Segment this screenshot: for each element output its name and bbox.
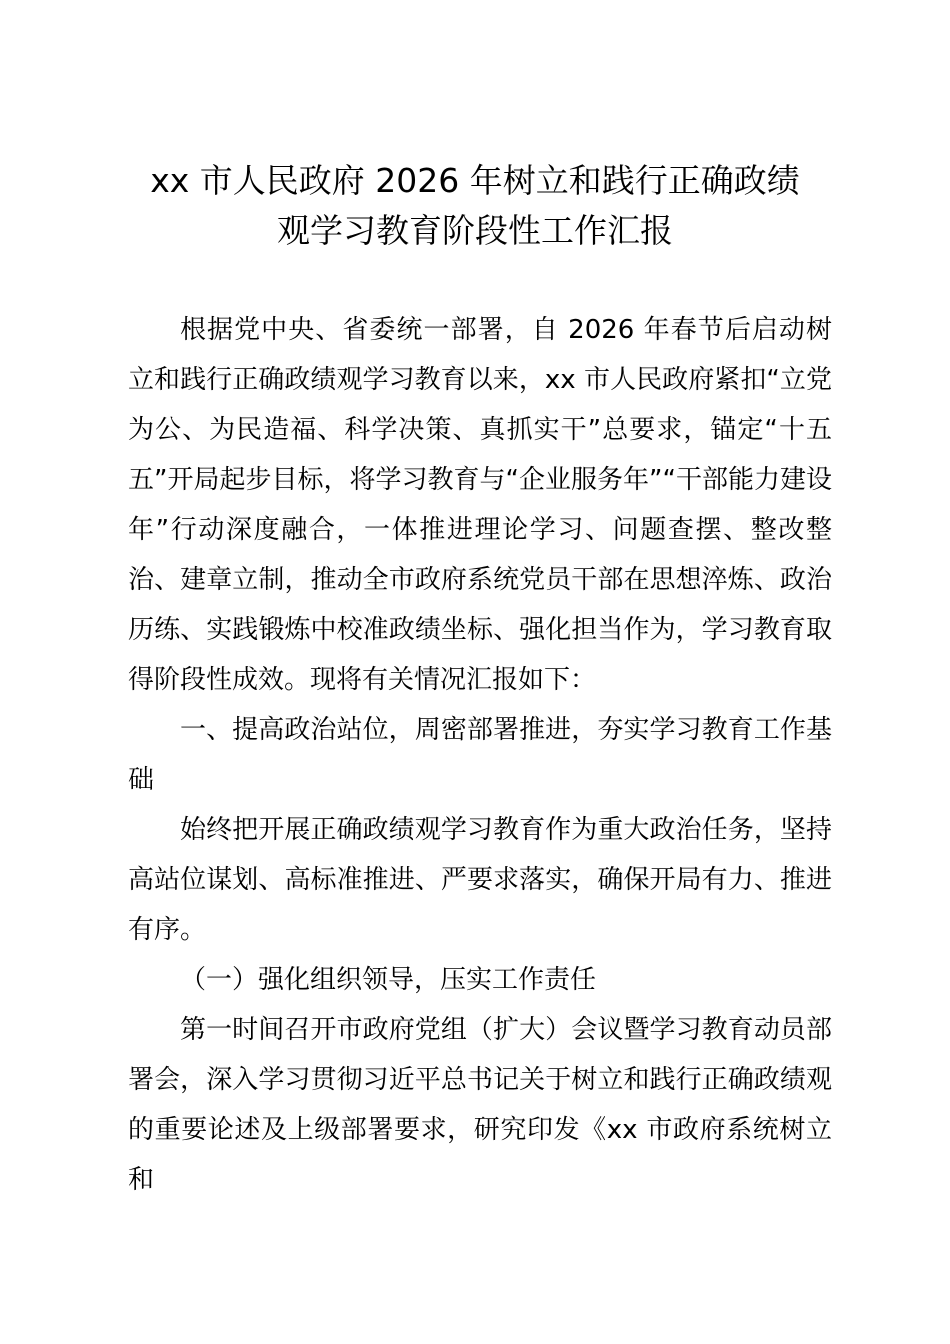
document-title	[100, 156, 850, 256]
intro-paragraph: 根据党中央、省委统一部署，自 2026 年春节后启动树立和践行正确政绩观学习教育以来，xx 市人民政府紧扣“立党为公、为民造福、科学决策、真抓实干”总要求，锚定“十五五”开局起步目标，将学习教育与“企业服务年”“干部能力建设年”行动深度融合，一体推进理论学习、问题查摆、整改整治、建章立制，推动全市政府系统党员干部在思想淬炼、政治历练、实践锻炼中校准政绩坐标、强化担当作为，学习教育取得阶段性成效。现将有关情况汇报如下：	[128, 315, 832, 695]
section-1-heading: 一、提高政治站位，周密部署推进，夯实学习教育工作基础	[128, 715, 832, 795]
document-body	[128, 305, 832, 1205]
subsection-1-paragraph: 第一时间召开市政府党组（扩大）会议暨学习教育动员部署会，深入学习贯彻习近平总书记关于树立和践行正确政绩观的重要论述及上级部署要求，研究印发《xx 市政府系统树立和	[128, 1015, 832, 1195]
subsection-1-heading: （一）强化组织领导，压实工作责任	[180, 965, 597, 995]
title-line-2: 观学习教育阶段性工作汇报	[277, 211, 673, 250]
title-line-1: xx 市人民政府 2026 年树立和践行正确政绩	[150, 161, 800, 200]
section-1-paragraph: 始终把开展正确政绩观学习教育作为重大政治任务，坚持高站位谋划、高标准推进、严要求落实，确保开局有力、推进有序。	[128, 815, 832, 945]
